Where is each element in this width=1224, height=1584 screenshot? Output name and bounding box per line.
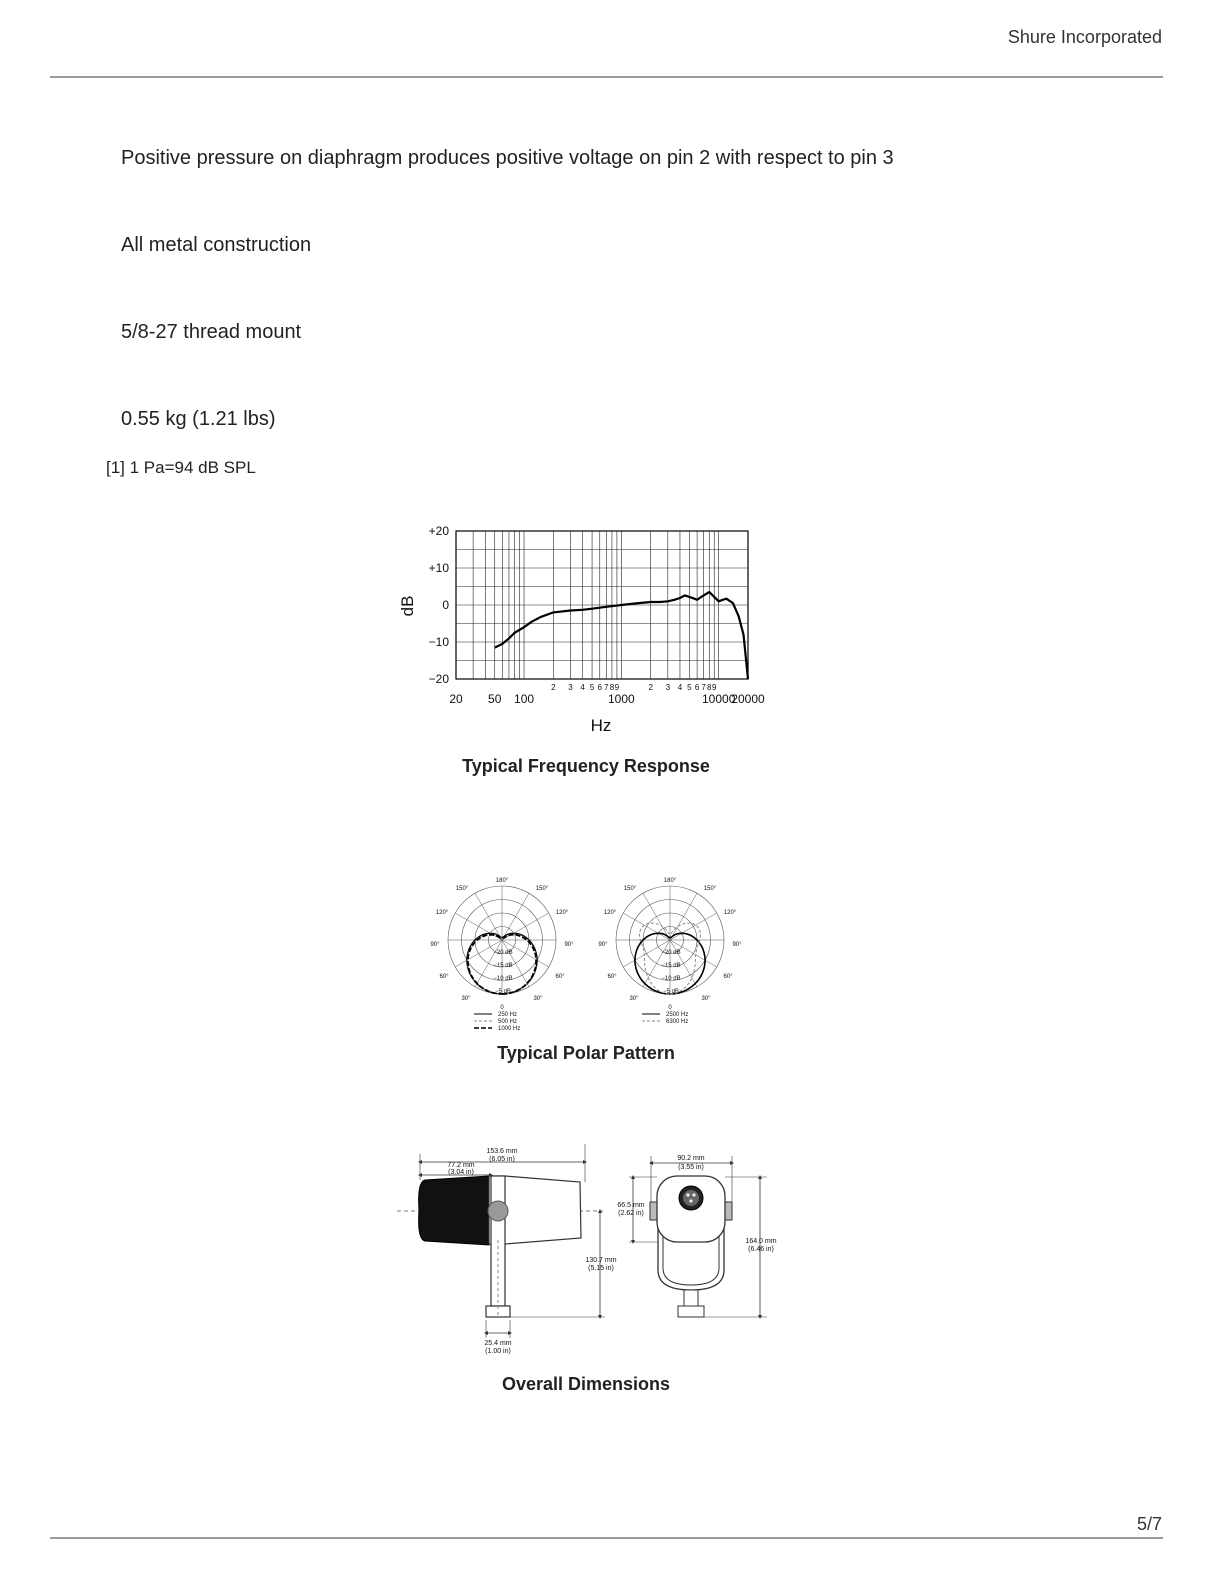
legend-entry: 2500 Hz bbox=[666, 1012, 689, 1018]
angle-label: 90° bbox=[732, 942, 742, 948]
x-minor-label: 7 bbox=[701, 683, 706, 692]
frequency-response-caption: Typical Frequency Response bbox=[462, 756, 710, 776]
angle-label: 60° bbox=[723, 974, 733, 980]
spec-construction: All metal construction bbox=[121, 234, 312, 256]
x-tick-label: 1000 bbox=[608, 692, 635, 706]
spec-mounting: 5/8-27 thread mount bbox=[121, 321, 302, 343]
x-tick-label: 50 bbox=[488, 692, 502, 706]
dimensions-caption: Overall Dimensions bbox=[501, 1374, 671, 1394]
ring-label: −20 dB bbox=[493, 950, 513, 956]
angle-label: 30° bbox=[461, 996, 471, 1002]
x-minor-label: 2 bbox=[551, 683, 556, 692]
dim-front-width-in: (3.55 in) bbox=[678, 1164, 704, 1171]
angle-label: 60° bbox=[439, 974, 449, 980]
legend-entry: 250 Hz bbox=[498, 1012, 518, 1018]
dim-total-height: 164.0 mm bbox=[745, 1238, 777, 1245]
ring-label: −5 dB bbox=[495, 989, 511, 995]
polar-plot-low bbox=[430, 878, 574, 1032]
spec-polarity: Positive pressure on diaphragm produces positive voltage on pin 2 with respect to pin 3 bbox=[121, 147, 894, 169]
angle-label: 0 bbox=[500, 1005, 504, 1011]
x-minor-label: 6 bbox=[694, 683, 700, 692]
x-minor-labels bbox=[551, 683, 717, 692]
footnote: [1] 1 Pa=94 dB SPL bbox=[106, 458, 256, 477]
angle-label: 90° bbox=[598, 942, 608, 948]
page-number: 5/7 bbox=[1136, 1514, 1162, 1534]
x-minor-label: 9 bbox=[614, 683, 620, 692]
angle-label: 30° bbox=[533, 996, 543, 1002]
angle-label: 180° bbox=[495, 878, 509, 884]
header-company: Shure Incorporated bbox=[1007, 27, 1162, 47]
dim-front-width: 90.2 mm bbox=[677, 1155, 705, 1162]
x-minor-label: 3 bbox=[665, 683, 671, 692]
angle-label: 150° bbox=[455, 886, 469, 892]
x-tick-label: 100 bbox=[514, 692, 535, 706]
angle-label: 150° bbox=[623, 886, 637, 892]
polar-pattern-caption: Typical Polar Pattern bbox=[497, 1043, 675, 1063]
angle-label: 120° bbox=[435, 910, 449, 916]
y-tick-label: −20 bbox=[428, 672, 449, 686]
frequency-response-chart bbox=[390, 515, 780, 740]
ring-label: −10 dB bbox=[661, 976, 681, 982]
angle-label: 60° bbox=[555, 974, 565, 980]
spec-weight: 0.55 kg (1.21 lbs) bbox=[121, 408, 276, 430]
x-minor-label: 2 bbox=[648, 683, 653, 692]
polar-spoke bbox=[455, 913, 502, 940]
front-view bbox=[617, 1155, 776, 1317]
dimensions-drawing bbox=[395, 1140, 785, 1360]
x-minor-label: 9 bbox=[712, 683, 717, 692]
legend-entry: 500 Hz bbox=[498, 1019, 518, 1025]
x-tick-labels bbox=[449, 692, 765, 706]
x-minor-label: 4 bbox=[677, 683, 683, 692]
legend-entry: 6300 Hz bbox=[666, 1019, 689, 1025]
x-minor-label: 5 bbox=[687, 683, 692, 692]
angle-label: 0 bbox=[668, 1005, 672, 1011]
angle-label: 120° bbox=[603, 910, 617, 916]
x-minor-label: 6 bbox=[597, 683, 602, 692]
angle-label: 150° bbox=[535, 886, 549, 892]
dim-head-height: 66.5 mm bbox=[617, 1202, 645, 1209]
angle-label: 30° bbox=[701, 996, 711, 1002]
x-tick-label: 20 bbox=[449, 692, 463, 706]
angle-label: 60° bbox=[607, 974, 617, 980]
angle-label: 180° bbox=[663, 878, 677, 884]
dim-front-length-in: (3.04 in) bbox=[448, 1169, 474, 1176]
y-tick-label: 0 bbox=[442, 598, 449, 612]
y-tick-label: +20 bbox=[428, 524, 449, 538]
x-minor-label: 5 bbox=[589, 683, 595, 692]
x-minor-label: 3 bbox=[568, 683, 573, 692]
y-axis-label: dB bbox=[398, 595, 417, 617]
ring-label: −20 dB bbox=[661, 950, 681, 956]
dim-total-height-in: (6.46 in) bbox=[748, 1246, 774, 1253]
x-minor-label: 8 bbox=[707, 683, 712, 692]
dim-overall-length-in: (6.05 in) bbox=[489, 1156, 515, 1163]
dim-height-axis-in: (5.15 in) bbox=[588, 1265, 614, 1272]
angle-label: 120° bbox=[555, 910, 569, 916]
polar-plot-high bbox=[598, 878, 742, 1025]
dim-height-axis: 130.7 mm bbox=[585, 1257, 617, 1264]
angle-label: 90° bbox=[564, 942, 574, 948]
polar-pattern-figure bbox=[420, 855, 750, 1032]
ring-label: −15 dB bbox=[661, 963, 681, 969]
dim-head-height-in: (2.62 in) bbox=[618, 1210, 644, 1217]
x-minor-label: 7 bbox=[604, 683, 609, 692]
dim-front-length: 77.2 mm bbox=[447, 1162, 475, 1169]
header-rule bbox=[50, 76, 1163, 78]
x-tick-label: 10000 bbox=[702, 692, 736, 706]
side-view bbox=[397, 1144, 617, 1355]
polar-spoke bbox=[670, 913, 717, 940]
ring-label: −5 dB bbox=[663, 989, 679, 995]
ring-label: −15 dB bbox=[493, 963, 513, 969]
footer-rule bbox=[50, 1537, 1163, 1539]
chart-grid bbox=[456, 531, 748, 679]
legend-entry: 1000 Hz bbox=[498, 1026, 521, 1032]
dim-base-width-in: (1.00 in) bbox=[485, 1348, 511, 1355]
x-axis-label: Hz bbox=[590, 716, 612, 735]
y-tick-label: −10 bbox=[428, 635, 449, 649]
x-minor-label: 8 bbox=[609, 683, 615, 692]
y-tick-labels bbox=[429, 524, 450, 686]
angle-label: 120° bbox=[723, 910, 737, 916]
y-tick-label: +10 bbox=[428, 561, 449, 575]
angle-label: 90° bbox=[430, 942, 440, 948]
angle-label: 150° bbox=[703, 886, 717, 892]
dim-overall-length: 153.6 mm bbox=[486, 1148, 518, 1155]
x-minor-label: 4 bbox=[580, 683, 585, 692]
dim-base-width: 25.4 mm bbox=[484, 1340, 512, 1347]
angle-label: 30° bbox=[629, 996, 639, 1002]
ring-label: −10 dB bbox=[493, 976, 513, 982]
x-tick-label: 20000 bbox=[731, 692, 765, 706]
